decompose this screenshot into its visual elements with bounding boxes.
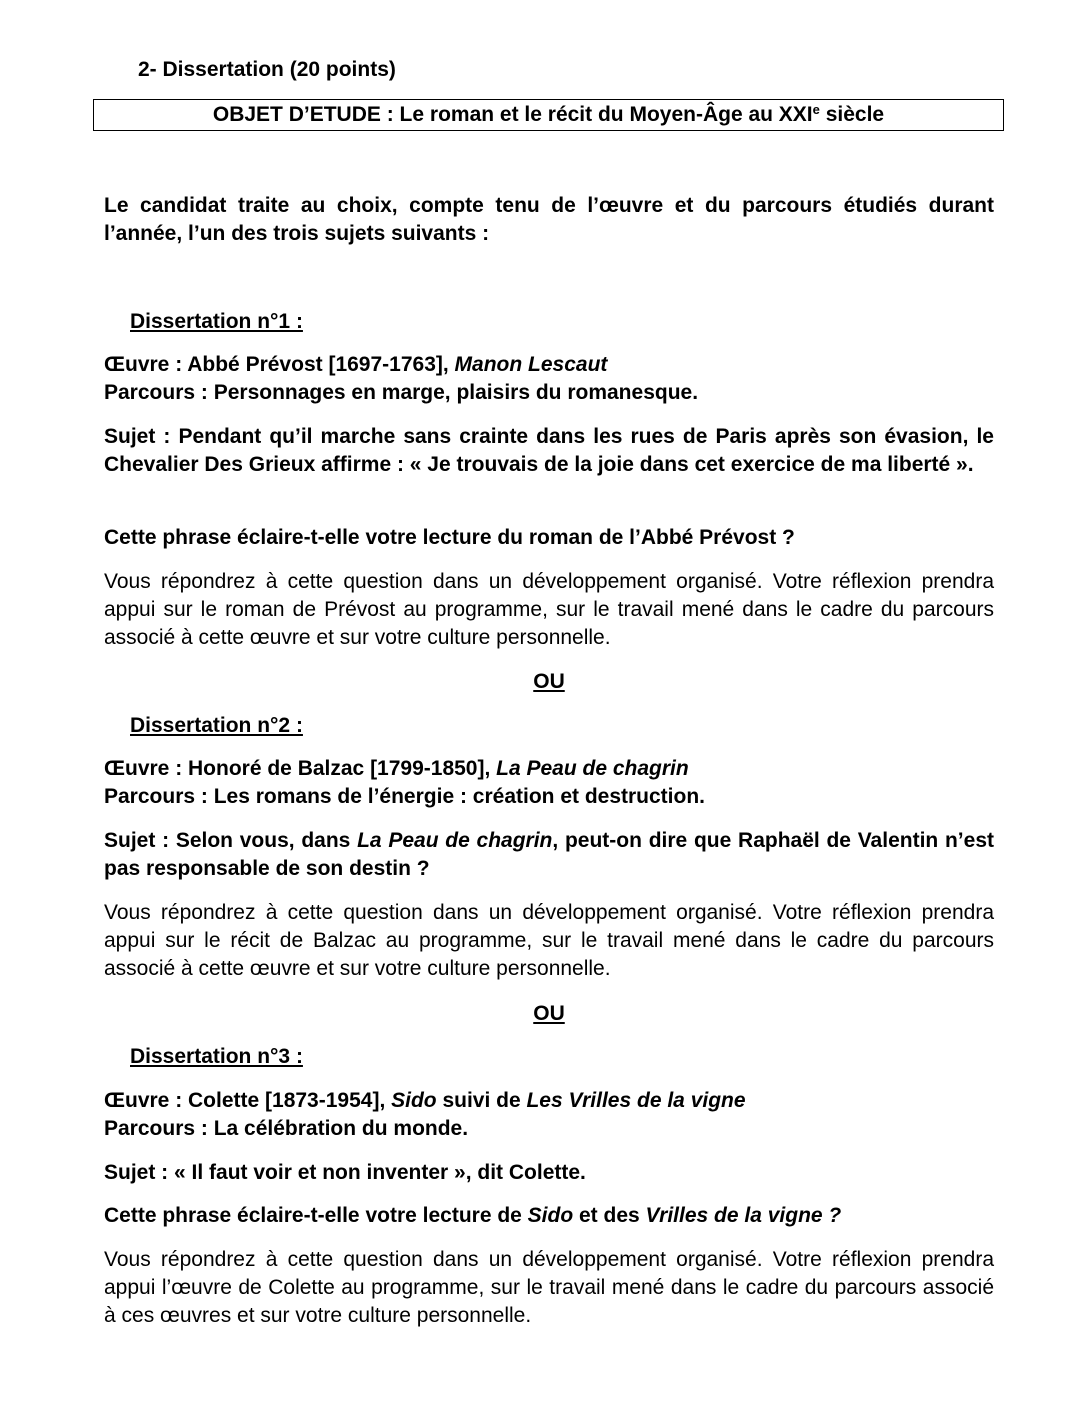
dissertation-2-sujet-title: La Peau de chagrin <box>357 829 553 852</box>
dissertation-3-heading: Dissertation n°3 : <box>130 1045 303 1068</box>
dissertation-3-oeuvre <box>104 1087 994 1115</box>
dissertation-3-oeuvre-mid: suivi de <box>436 1089 527 1112</box>
dissertation-2-oeuvre-title: La Peau de chagrin <box>496 757 689 780</box>
dissertation-3-question-mid: et des <box>573 1204 646 1227</box>
dissertation-3-oeuvre-title-1: Sido <box>391 1089 437 1112</box>
dissertation-1-question: Cette phrase éclaire-t-elle votre lecture du roman de l’Abbé Prévost ? <box>104 526 795 549</box>
dissertation-3-question <box>104 1202 994 1230</box>
dissertation-1-oeuvre <box>104 351 994 379</box>
dissertation-1-oeuvre-title: Manon Lescaut <box>454 353 608 376</box>
dissertation-2-heading: Dissertation n°2 : <box>130 714 303 737</box>
dissertation-3-oeuvre-prefix: Œuvre : Colette [1873-1954], <box>104 1089 392 1112</box>
ou-separator-2: OU <box>533 1002 565 1025</box>
dissertation-1-consigne: Vous répondrez à cette question dans un développement organisé. Votre réflexion prendra appui sur le roman de Prévost au programme, sur le travail mené dans le cadre du parcours associé à cette œuvre et sur votre culture personnelle. <box>104 570 994 649</box>
dissertation-2-consigne: Vous répondrez à cette question dans un développement organisé. Votre réflexion prendra appui sur le récit de Balzac au programme, sur le travail mené dans le cadre du parcours associé à cette œuvre et sur votre culture personnelle. <box>104 901 994 980</box>
objet-etude-box <box>93 99 1004 131</box>
objet-etude-text: OBJET D’ETUDE : Le roman et le récit du Moyen-Âge au XXI <box>212 103 813 126</box>
dissertation-2-oeuvre-prefix: Œuvre : Honoré de Balzac [1799-1850], <box>104 757 497 780</box>
dissertation-2-sujet <box>104 827 994 883</box>
dissertation-1-oeuvre-prefix: Œuvre : Abbé Prévost [1697-1763], <box>104 353 455 376</box>
objet-etude-sup: e <box>812 102 820 117</box>
dissertation-3-question-title-1: Sido <box>527 1204 574 1227</box>
section-title: 2- Dissertation (20 points) <box>138 58 396 81</box>
objet-etude-tail: siècle <box>819 103 885 126</box>
dissertation-3-question-a: Cette phrase éclaire-t-elle votre lecture de <box>104 1204 528 1227</box>
dissertation-2-oeuvre <box>104 755 994 783</box>
dissertation-3-sujet: Sujet : « Il faut voir et non inventer », dit Colette. <box>104 1161 586 1184</box>
dissertation-2-parcours: Parcours : Les romans de l’énergie : création et destruction. <box>104 785 706 808</box>
dissertation-3-consigne: Vous répondrez à cette question dans un développement organisé. Votre réflexion prendra appui l’œuvre de Colette au programme, sur le travail mené dans le cadre du parcours associé à ces œuvres et sur votre culture personnelle. <box>104 1248 994 1327</box>
dissertation-3-question-title-2: Vrilles de la vigne ? <box>645 1204 842 1227</box>
dissertation-3-parcours: Parcours : La célébration du monde. <box>104 1117 469 1140</box>
dissertation-1-sujet: Sujet : Pendant qu’il marche sans crainte dans les rues de Paris après son évasion, le Chevalier Des Grieux affirme : « Je trouvais de la joie dans cet exercice de ma liberté ». <box>104 425 994 476</box>
dissertation-1-heading: Dissertation n°1 : <box>130 310 303 333</box>
dissertation-2-sujet-a: Sujet : Selon vous, dans <box>104 829 358 852</box>
ou-separator-1: OU <box>533 670 565 693</box>
dissertation-1-parcours: Parcours : Personnages en marge, plaisirs du romanesque. <box>104 381 699 404</box>
dissertation-3-oeuvre-title-2: Les Vrilles de la vigne <box>526 1089 746 1112</box>
intro-text: Le candidat traite au choix, compte tenu de l’œuvre et du parcours étudiés durant l’année, l’un des trois sujets suivants : <box>104 194 994 245</box>
dissertation-2-sujet-b: , peut-on dire que Raphaël de Valentin n’est pas responsable de son destin ? <box>104 829 994 880</box>
